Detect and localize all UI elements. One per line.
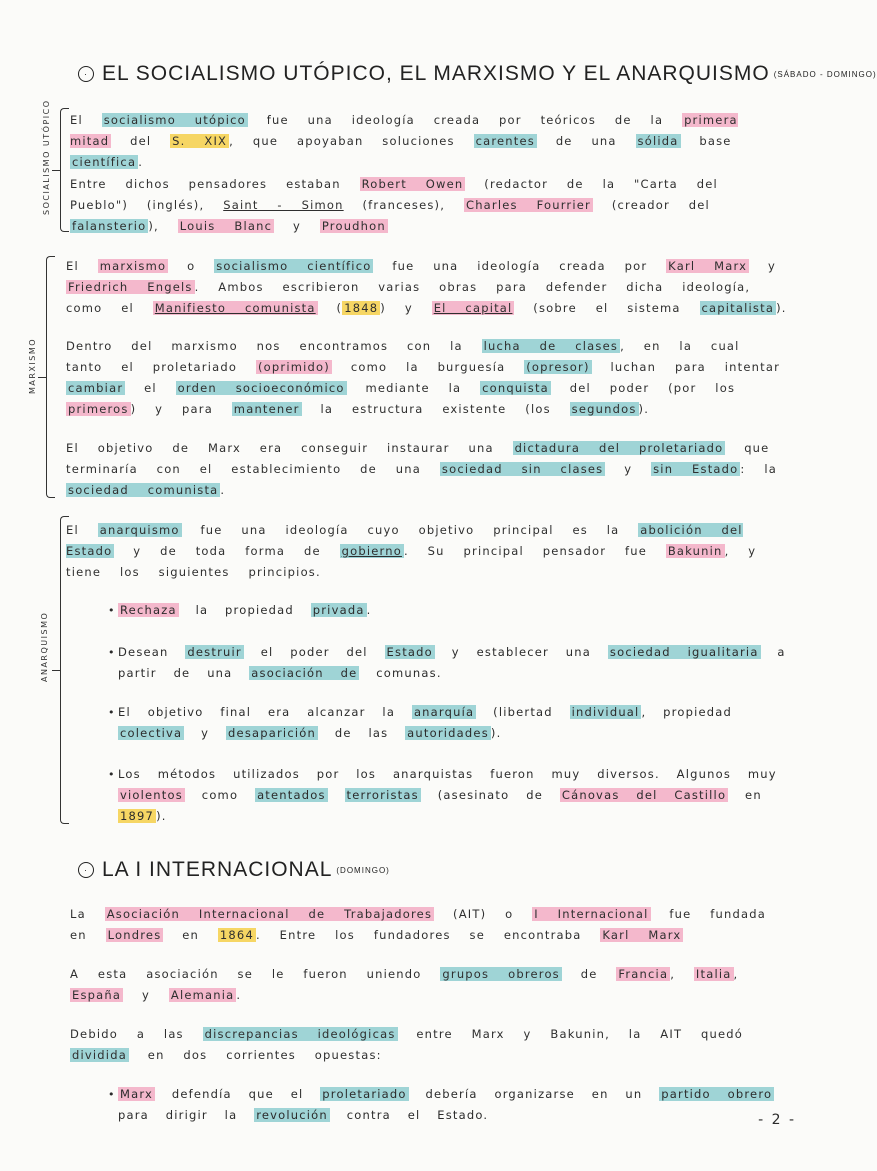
list-item-rechaza: • Rechaza la propiedad privada . <box>118 600 798 621</box>
brace-marxismo <box>46 256 55 498</box>
section-title-text: EL SOCIALISMO UTÓPICO, EL MARXISMO Y EL ANARQUISMO <box>102 62 770 85</box>
page-number: - 2 - <box>758 1112 796 1128</box>
paragraph-marxismo-definition: El marxismo o socialismo científico fue una ideología creada por Karl Marx y Friedrich Engels . Ambos escribieron varias obras para defender dicha ideología, como el Manifiesto comunista ( 1848 ) y El capital (sobre el sistema capitalista ). <box>66 259 787 315</box>
paragraph-anarquismo-definition: El anarquismo fue una ideología cuyo objetivo principal es la abolición del Estado y de toda forma de gobierno . Su principal pensador fue Bakunin , y tiene los siguientes principios. <box>66 523 757 579</box>
list-item-desean: • Desean destruir el poder del Estado y establecer una sociedad igualitaria a partir de una asociación de comunas. <box>118 642 798 684</box>
paragraph-ait: La Asociación Internacional de Trabajadores (AIT) o I Internacional fue fundada en Londres en 1864 . Entre los fundadores se encontraba Karl Marx <box>70 907 766 942</box>
bullet-circle-icon: · <box>78 66 94 82</box>
side-label-marxismo: MARXISMO <box>28 337 37 394</box>
list-item-metodos: • Los métodos utilizados por los anarquistas fueron muy diversos. Algunos muy violentos como atentados terroristas (asesinato de Cánovas del Castillo en 1897 ). <box>118 764 798 827</box>
paragraph-socialismo-definition: El socialismo utópico fue una ideología creada por teóricos de la primera mitad del S. XIX , que apoyaban soluciones carentes de una sólida base científica . <box>70 113 738 169</box>
bullet-circle-icon: · <box>78 862 94 878</box>
side-label-socialismo: SOCIALISMO UTÓPICO <box>42 99 51 215</box>
paragraph-grupos-obreros: A esta asociación se le fueron uniendo grupos obreros de Francia , Italia , España y Alemania . <box>70 967 739 1002</box>
paragraph-objetivo-marx: El objetivo de Marx era conseguir instaurar una dictadura del proletariado que terminaría con el establecimiento de una sociedad sin clases y sin Estado : la sociedad comunista . <box>66 441 777 497</box>
paragraph-lucha-clases: Dentro del marxismo nos encontramos con la lucha de clases , en la cual tanto el proletariado (oprimido) como la burguesía (opresor) luchan para intentar cambiar el orden socioeconómico mediante la conquista del poder (por los primeros ) y para mantener la estructura existente (los segundos ). <box>66 339 781 416</box>
paragraph-discrepancias: Debido a las discrepancias ideológicas entre Marx y Bakunin, la AIT quedó dividida en dos corrientes opuestas: <box>70 1027 744 1062</box>
side-label-anarquismo: ANARQUISMO <box>40 611 49 682</box>
section-title-note: (DOMINGO) <box>336 865 390 875</box>
list-item-marx: • Marx defendía que el proletariado debería organizarse en un partido obrero para dirigir la revolución contra el Estado. <box>118 1084 798 1126</box>
section-title-1 <box>78 62 877 86</box>
list-item-objetivo-final: • El objetivo final era alcanzar la anarquía (libertad individual , propiedad colectiva y desaparición de las autoridades ). <box>118 702 798 744</box>
section-title-2 <box>78 858 390 882</box>
section-title-text: LA I INTERNACIONAL <box>102 858 333 881</box>
brace-socialismo <box>60 108 69 232</box>
paragraph-socialismo-thinkers: Entre dichos pensadores estaban Robert Owen (redactor de la "Carta del Pueblo") (inglés), Saint - Simon (franceses), Charles Fourrier (creador del falansterio ), Louis Blanc y Proudhon <box>70 177 718 233</box>
section-title-note: (SÁBADO - DOMINGO) <box>773 69 877 79</box>
